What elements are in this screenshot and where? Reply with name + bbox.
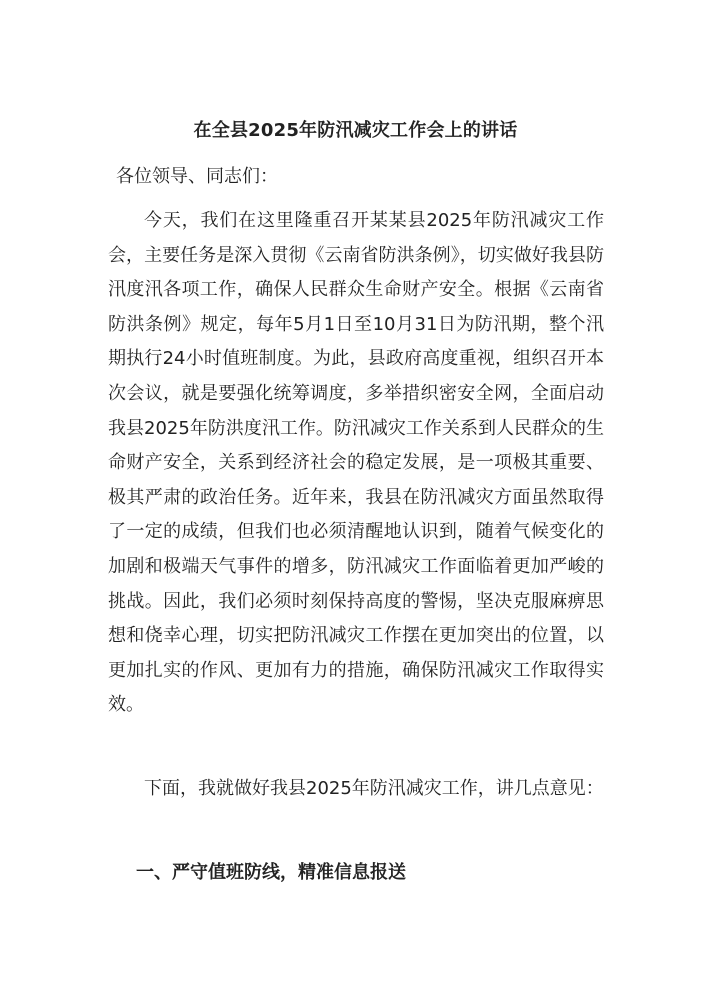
section-heading: 一、严守值班防线，精准信息报送 [136, 862, 406, 883]
paragraph-intro: 今天，我们在这里隆重召开某某县2025年防汛减灾工作会，主要任务是深入贯彻《云南省防洪条例》，切实做好我县防汛度汛各项工作，确保人民群众生命财产安全。根据《云南省防洪条例》规定，每年5月1日至10月31日为防汛期，整个汛期执行24小时值班制度。为此，县政府高度重视，组织召开本次会议，就是要强化统筹调度，多举措织密安全网，全面启动我县2025年防洪度汛工作。防汛减灾工作关系到人民群众的生命财产安全，关系到经济社会的稳定发展，是一项极其重要、极其严肃的政治任务。近年来，我县在防汛减灾方面虽然取得了一定的成绩，但我们也必须清醒地认识到，随着气候变化的加剧和极端天气事件的增多，防汛减灾工作面临着更加严峻的挑战。因此，我们必须时刻保持高度的警惕，坚决克服麻痹思想和侥幸心理，切实把防汛减灾工作摆在更加突出的位置，以更加扎实的作风、更加有力的措施，确保防汛减灾工作取得实效。 [108, 210, 604, 716]
paragraph-transition: 下面，我就做好我县2025年防汛减灾工作，讲几点意见： [144, 778, 604, 799]
document-title: 在全县2025年防汛减灾工作会上的讲话 [193, 120, 518, 141]
salutation: 各位领导、同志们： [116, 166, 278, 187]
